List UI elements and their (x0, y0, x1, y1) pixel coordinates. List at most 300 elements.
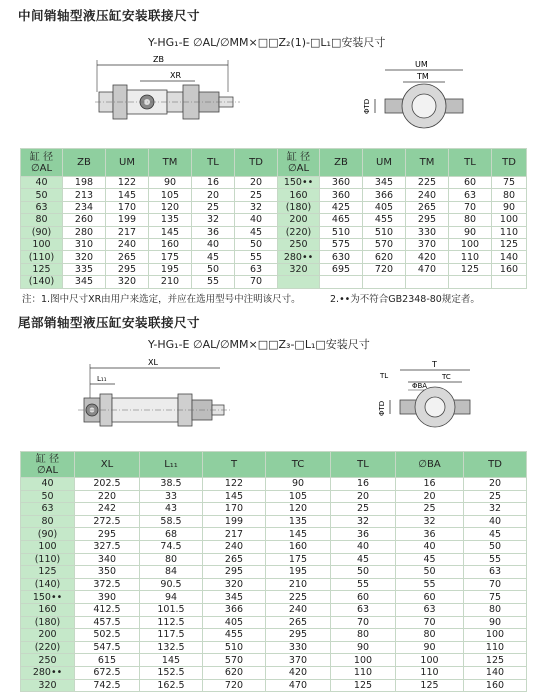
value-cell: 100 (464, 629, 527, 642)
value-cell: 160 (492, 263, 527, 275)
value-cell: 25 (331, 503, 396, 516)
value-cell: 75 (464, 591, 527, 604)
value-cell: 38.5 (140, 478, 203, 491)
value-cell: 84 (140, 566, 203, 579)
value-cell: 100 (492, 214, 527, 226)
table-row (21, 540, 527, 553)
value-cell: 345 (63, 276, 106, 288)
value-cell (406, 276, 449, 288)
table-row (21, 603, 527, 616)
value-cell: 175 (149, 251, 192, 263)
value-cell: 74.5 (140, 540, 203, 553)
bore-cell: (110) (21, 553, 75, 566)
value-cell: 742.5 (75, 679, 140, 692)
value-cell: 36 (331, 528, 396, 541)
value-cell: 455 (363, 214, 406, 226)
bore-cell (278, 276, 320, 288)
value-cell: 720 (203, 679, 266, 692)
table-row (21, 263, 527, 275)
value-cell: 80 (331, 629, 396, 642)
value-cell: 125 (492, 238, 527, 250)
section2-model-code: Y-HG₁-E ∅AL/∅MM×□□Z₃-□L₁□安装尺寸 (148, 338, 370, 351)
value-cell: 60 (449, 177, 492, 189)
table-row (21, 276, 527, 288)
bore-cell: (110) (21, 251, 63, 263)
value-cell: 350 (75, 566, 140, 579)
header-tc: TC (266, 452, 331, 478)
value-cell: 45 (396, 553, 464, 566)
value-cell: 80 (449, 214, 492, 226)
svg-text:ΦTD: ΦTD (378, 400, 386, 416)
value-cell: 40 (192, 238, 235, 250)
value-cell: 145 (266, 528, 331, 541)
value-cell: 145 (203, 490, 266, 503)
value-cell: 425 (320, 201, 363, 213)
value-cell: 360 (320, 177, 363, 189)
value-cell: 570 (363, 238, 406, 250)
header-um: UM (106, 149, 149, 177)
value-cell: 16 (192, 177, 235, 189)
table-row (21, 679, 527, 692)
value-cell: 120 (149, 201, 192, 213)
section1-dimension-table (20, 148, 527, 289)
trunnion-cylinder-end-view (355, 52, 495, 142)
table-row (21, 226, 527, 238)
value-cell: 94 (140, 591, 203, 604)
header-td: TD (464, 452, 527, 478)
value-cell: 110 (464, 641, 527, 654)
section2-table-header (21, 452, 527, 478)
bore-cell: (90) (21, 226, 63, 238)
header-xl: XL (75, 452, 140, 478)
value-cell: 25 (396, 503, 464, 516)
value-cell: 465 (320, 214, 363, 226)
value-cell: 63 (331, 603, 396, 616)
value-cell: 50 (396, 566, 464, 579)
value-cell: 20 (464, 478, 527, 491)
value-cell: 25 (235, 189, 278, 201)
value-cell: 125 (449, 263, 492, 275)
bore-cell: 250 (21, 654, 75, 667)
value-cell: 217 (106, 226, 149, 238)
table-row (21, 238, 527, 250)
value-cell: 360 (320, 189, 363, 201)
value-cell: 135 (266, 515, 331, 528)
svg-text:L₁₁: L₁₁ (97, 375, 107, 383)
header-bore-diameter: 缸 径 ∅AL (21, 149, 63, 177)
value-cell: 420 (266, 666, 331, 679)
rear-pin-cylinder-side-view (70, 356, 270, 440)
value-cell: 240 (106, 238, 149, 250)
bore-cell: 80 (21, 515, 75, 528)
table-row (21, 553, 527, 566)
header-tl: TL (449, 149, 492, 177)
value-cell: 620 (363, 251, 406, 263)
value-cell: 70 (396, 616, 464, 629)
value-cell: 265 (203, 553, 266, 566)
value-cell: 100 (449, 238, 492, 250)
section1-note-1: 注：1.图中尺寸XR由用户来选定，并应在选用型号中注明该尺寸。 (22, 294, 301, 305)
table-row (21, 591, 527, 604)
value-cell: 195 (149, 263, 192, 275)
header-um: UM (363, 149, 406, 177)
svg-text:ΦTD: ΦTD (363, 98, 371, 114)
value-cell: 457.5 (75, 616, 140, 629)
table-row (21, 578, 527, 591)
bore-cell: 125 (21, 263, 63, 275)
value-cell: 90.5 (140, 578, 203, 591)
value-cell: 50 (235, 238, 278, 250)
value-cell: 295 (266, 629, 331, 642)
value-cell: 170 (203, 503, 266, 516)
value-cell: 122 (106, 177, 149, 189)
value-cell: 117.5 (140, 629, 203, 642)
value-cell: 32 (192, 214, 235, 226)
value-cell: 330 (266, 641, 331, 654)
value-cell: 217 (203, 528, 266, 541)
value-cell: 470 (406, 263, 449, 275)
value-cell: 40 (396, 540, 464, 553)
table-row (21, 666, 527, 679)
value-cell: 510 (320, 226, 363, 238)
table-row (21, 189, 527, 201)
bore-cell: 40 (21, 177, 63, 189)
value-cell: 90 (149, 177, 192, 189)
value-cell: 25 (464, 490, 527, 503)
zb-dim-label: ZB (153, 55, 164, 64)
bore-cell: 50 (21, 490, 75, 503)
value-cell: 63 (396, 603, 464, 616)
value-cell: 100 (331, 654, 396, 667)
bore-cell: 150•• (278, 177, 320, 189)
section1-title: 中间销轴型液压缸安装联接尺寸 (18, 8, 201, 23)
value-cell: 295 (406, 214, 449, 226)
value-cell: 145 (106, 189, 149, 201)
value-cell: 43 (140, 503, 203, 516)
value-cell: 20 (192, 189, 235, 201)
value-cell: 320 (63, 251, 106, 263)
table-row (21, 177, 527, 189)
value-cell: 112.5 (140, 616, 203, 629)
value-cell: 68 (140, 528, 203, 541)
value-cell: 125 (464, 654, 527, 667)
value-cell: 125 (331, 679, 396, 692)
value-cell: 265 (406, 201, 449, 213)
value-cell: 320 (106, 276, 149, 288)
value-cell: 295 (75, 528, 140, 541)
value-cell: 175 (266, 553, 331, 566)
value-cell: 50 (464, 540, 527, 553)
value-cell: 40 (331, 540, 396, 553)
section2-title: 尾部销轴型液压缸安装联接尺寸 (18, 315, 201, 330)
bore-cell: 200 (278, 214, 320, 226)
value-cell (320, 276, 363, 288)
bore-cell: 160 (21, 603, 75, 616)
value-cell: 55 (235, 251, 278, 263)
table-row (21, 251, 527, 263)
value-cell: 575 (320, 238, 363, 250)
bore-cell: 63 (21, 503, 75, 516)
bore-cell: 80 (21, 214, 63, 226)
value-cell: 265 (106, 251, 149, 263)
value-cell: 122 (203, 478, 266, 491)
svg-text:ΦBA: ΦBA (412, 382, 428, 390)
value-cell: 672.5 (75, 666, 140, 679)
value-cell: 16 (396, 478, 464, 491)
value-cell: 101.5 (140, 603, 203, 616)
header-td: TD (235, 149, 278, 177)
value-cell: 405 (363, 201, 406, 213)
value-cell: 32 (464, 503, 527, 516)
value-cell: 510 (363, 226, 406, 238)
svg-text:TL: TL (380, 372, 389, 380)
bore-cell: 320 (278, 263, 320, 275)
table-row (21, 478, 527, 491)
value-cell: 470 (266, 679, 331, 692)
table-row (21, 654, 527, 667)
value-cell: 630 (320, 251, 363, 263)
value-cell: 695 (320, 263, 363, 275)
header-ba: ∅BA (396, 452, 464, 478)
value-cell: 105 (149, 189, 192, 201)
value-cell: 198 (63, 177, 106, 189)
value-cell: 70 (331, 616, 396, 629)
header-bore-diameter: 缸 径 ∅AL (21, 452, 75, 478)
value-cell: 90 (331, 641, 396, 654)
bore-cell: (140) (21, 578, 75, 591)
svg-text:T: T (432, 360, 437, 369)
value-cell: 55 (464, 553, 527, 566)
bore-cell: 160 (278, 189, 320, 201)
header-zb: ZB (320, 149, 363, 177)
value-cell: 40 (235, 214, 278, 226)
value-cell: 366 (203, 603, 266, 616)
value-cell: 220 (75, 490, 140, 503)
section1-model-code: Y-HG₁-E ∅AL/∅MM×□□Z₂(1)-□L₁□安装尺寸 (148, 36, 386, 49)
value-cell: 55 (396, 578, 464, 591)
value-cell (449, 276, 492, 288)
value-cell: 132.5 (140, 641, 203, 654)
value-cell: 152.5 (140, 666, 203, 679)
value-cell: 70 (449, 201, 492, 213)
value-cell: 145 (140, 654, 203, 667)
value-cell: 160 (464, 679, 527, 692)
value-cell: 50 (331, 566, 396, 579)
value-cell: 280 (63, 226, 106, 238)
value-cell: 16 (331, 478, 396, 491)
value-cell: 202.5 (75, 478, 140, 491)
bore-cell: 100 (21, 540, 75, 553)
value-cell (363, 276, 406, 288)
table-row (21, 566, 527, 579)
value-cell: 210 (149, 276, 192, 288)
value-cell: 90 (492, 201, 527, 213)
value-cell: 110 (396, 666, 464, 679)
value-cell: 45 (192, 251, 235, 263)
value-cell: 345 (363, 177, 406, 189)
value-cell: 36 (396, 528, 464, 541)
value-cell: 145 (149, 226, 192, 238)
bore-cell: 50 (21, 189, 63, 201)
value-cell: 20 (235, 177, 278, 189)
bore-cell: (220) (21, 641, 75, 654)
bore-cell: 280•• (21, 666, 75, 679)
table-row (21, 201, 527, 213)
value-cell: 295 (106, 263, 149, 275)
value-cell (492, 276, 527, 288)
bore-cell: 100 (21, 238, 63, 250)
value-cell: 295 (203, 566, 266, 579)
svg-text:XL: XL (148, 358, 158, 367)
value-cell: 195 (266, 566, 331, 579)
value-cell: 420 (406, 251, 449, 263)
value-cell: 140 (492, 251, 527, 263)
value-cell: 80 (492, 189, 527, 201)
value-cell: 80 (396, 629, 464, 642)
table-row (21, 490, 527, 503)
value-cell: 510 (203, 641, 266, 654)
value-cell: 45 (464, 528, 527, 541)
bore-cell: (140) (21, 276, 63, 288)
value-cell: 90 (396, 641, 464, 654)
value-cell: 63 (235, 263, 278, 275)
trunnion-cylinder-side-view (85, 52, 295, 140)
value-cell: 105 (266, 490, 331, 503)
xr-dim-label: XR (170, 71, 182, 80)
value-cell: 20 (396, 490, 464, 503)
value-cell: 32 (396, 515, 464, 528)
value-cell: 547.5 (75, 641, 140, 654)
value-cell: 327.5 (75, 540, 140, 553)
section2-dimension-table (20, 451, 527, 692)
bore-cell: 150•• (21, 591, 75, 604)
value-cell: 80 (140, 553, 203, 566)
value-cell: 60 (331, 591, 396, 604)
value-cell: 335 (63, 263, 106, 275)
value-cell: 405 (203, 616, 266, 629)
value-cell: 242 (75, 503, 140, 516)
header-tm: TM (406, 149, 449, 177)
table-row (21, 515, 527, 528)
section1-table-header (21, 149, 527, 177)
value-cell: 199 (203, 515, 266, 528)
value-cell: 110 (449, 251, 492, 263)
value-cell: 615 (75, 654, 140, 667)
bore-cell: 40 (21, 478, 75, 491)
value-cell: 310 (63, 238, 106, 250)
bore-cell: (90) (21, 528, 75, 541)
value-cell: 213 (63, 189, 106, 201)
value-cell: 55 (331, 578, 396, 591)
value-cell: 502.5 (75, 629, 140, 642)
table-row (21, 616, 527, 629)
header-zb: ZB (63, 149, 106, 177)
value-cell: 260 (63, 214, 106, 226)
value-cell: 32 (235, 201, 278, 213)
value-cell: 70 (235, 276, 278, 288)
value-cell: 412.5 (75, 603, 140, 616)
value-cell: 620 (203, 666, 266, 679)
value-cell: 366 (363, 189, 406, 201)
value-cell: 63 (449, 189, 492, 201)
value-cell: 199 (106, 214, 149, 226)
header-tl: TL (331, 452, 396, 478)
value-cell: 25 (192, 201, 235, 213)
value-cell: 162.5 (140, 679, 203, 692)
value-cell: 330 (406, 226, 449, 238)
svg-text:TM: TM (417, 72, 429, 81)
header-tl: TL (192, 149, 235, 177)
value-cell: 160 (149, 238, 192, 250)
value-cell: 75 (492, 177, 527, 189)
value-cell: 272.5 (75, 515, 140, 528)
value-cell: 45 (235, 226, 278, 238)
value-cell: 32 (331, 515, 396, 528)
value-cell: 370 (266, 654, 331, 667)
bore-cell: (180) (278, 201, 320, 213)
value-cell: 90 (266, 478, 331, 491)
bore-cell: (180) (21, 616, 75, 629)
svg-text:UM: UM (415, 60, 428, 69)
table-row (21, 503, 527, 516)
table-row (21, 528, 527, 541)
bore-cell: 200 (21, 629, 75, 642)
value-cell: 170 (106, 201, 149, 213)
section1-note-2: 2.••为不符合GB2348-80规定者。 (330, 294, 480, 305)
table-row (21, 214, 527, 226)
value-cell: 33 (140, 490, 203, 503)
value-cell: 372.5 (75, 578, 140, 591)
table-row (21, 641, 527, 654)
value-cell: 110 (331, 666, 396, 679)
bore-cell: 63 (21, 201, 63, 213)
value-cell: 370 (406, 238, 449, 250)
value-cell: 210 (266, 578, 331, 591)
header-t: T (203, 452, 266, 478)
value-cell: 120 (266, 503, 331, 516)
value-cell: 110 (492, 226, 527, 238)
value-cell: 240 (406, 189, 449, 201)
value-cell: 90 (464, 616, 527, 629)
table-row (21, 629, 527, 642)
header-td: TD (492, 149, 527, 177)
bore-cell: 125 (21, 566, 75, 579)
header-bore-diameter: 缸 径 ∅AL (278, 149, 320, 177)
value-cell: 265 (266, 616, 331, 629)
value-cell: 160 (266, 540, 331, 553)
value-cell: 720 (363, 263, 406, 275)
value-cell: 125 (396, 679, 464, 692)
value-cell: 225 (266, 591, 331, 604)
value-cell: 140 (464, 666, 527, 679)
value-cell: 70 (464, 578, 527, 591)
value-cell: 50 (192, 263, 235, 275)
value-cell: 340 (75, 553, 140, 566)
value-cell: 60 (396, 591, 464, 604)
value-cell: 135 (149, 214, 192, 226)
value-cell: 225 (406, 177, 449, 189)
bore-cell: 250 (278, 238, 320, 250)
value-cell: 320 (203, 578, 266, 591)
value-cell: 36 (192, 226, 235, 238)
value-cell: 20 (331, 490, 396, 503)
value-cell: 100 (396, 654, 464, 667)
value-cell: 80 (464, 603, 527, 616)
bore-cell: 280•• (278, 251, 320, 263)
value-cell: 234 (63, 201, 106, 213)
value-cell: 45 (331, 553, 396, 566)
value-cell: 55 (192, 276, 235, 288)
